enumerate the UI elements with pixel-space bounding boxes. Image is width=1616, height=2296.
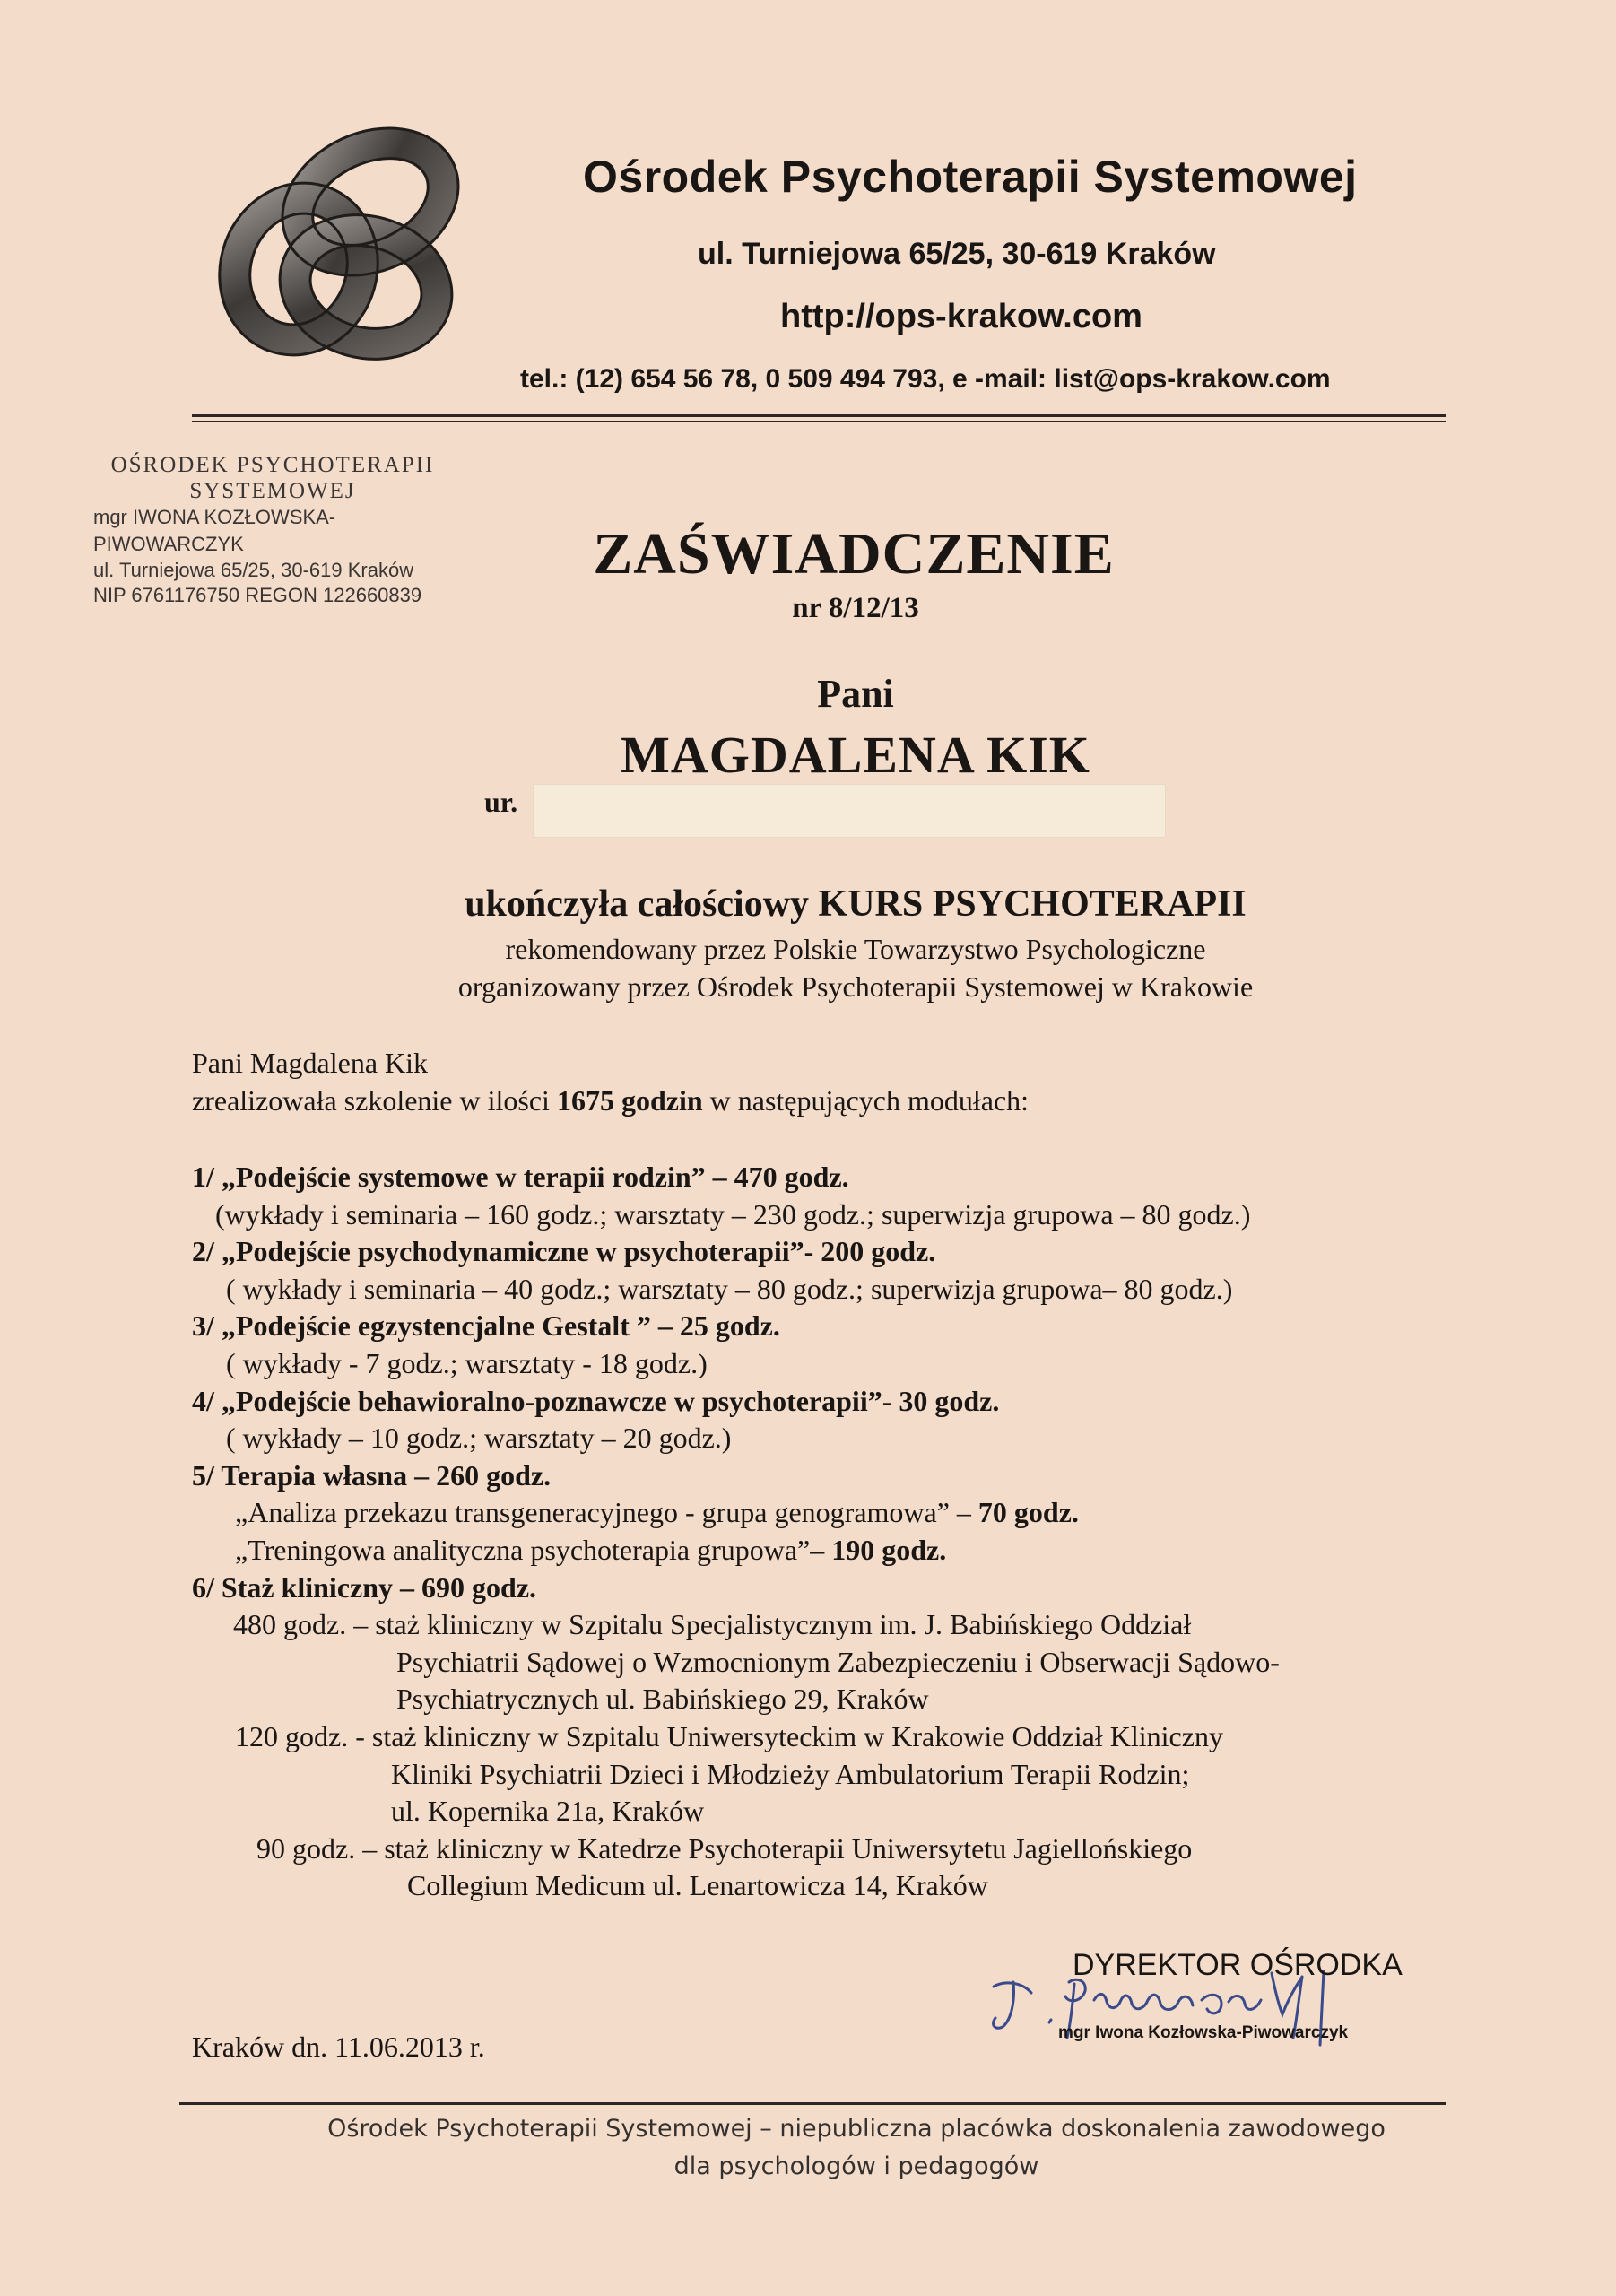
module-5-item-1: „Analiza przekazu transgeneracyjnego - grupa genogramowa” – 70 godz. [235,1496,1079,1529]
module-5-item-2: „Treningowa analityczna psychoterapia grupowa”– 190 godz. [235,1533,947,1566]
place-and-date: Kraków dn. 11.06.2013 r. [192,2031,485,2063]
placement-1-line-2: Psychiatrii Sądowej o Wzmocnionym Zabezpieczeniu i Obserwacji Sądowo- [396,1645,1280,1678]
module-2-title: 2/ „Podejście psychodynamiczne w psychoterapii”- 200 godz. [192,1235,936,1268]
signer-name: mgr Iwona Kozłowska-Piwowarczyk [1058,2023,1349,2042]
placement-1-line-3: Psychiatrycznych ul. Babińskiego 29, Kraków [396,1683,929,1716]
org-name: Ośrodek Psychoterapii Systemowej [583,152,1358,202]
placement-2-line-2: Kliniki Psychiatrii Dzieci i Młodzieży Ambulatorium Terapii Rodzin; [391,1757,1190,1790]
module-5-title: 5/ Terapia własna – 260 godz. [192,1458,552,1492]
organized-by: organizowany przez Ośrodek Psychoterapii Systemowej w Krakowie [457,970,1254,1003]
placement-3-line-2: Collegium Medicum ul. Lenartowicza 14, Kraków [407,1869,988,1902]
course-name: KURS PSYCHOTERAPII [818,883,1247,925]
footer-line-1: Ośrodek Psychoterapii Systemowej – niepubliczna placówka doskonalenia zawodowego [327,2115,1386,2143]
completion-statement [0,883,1616,926]
module-2-detail: ( wykłady i seminaria – 40 godz.; warsztaty – 80 godz.; superwizja grupowa– 80 godz.) [226,1272,1233,1305]
completion-prefix: ukończyła całościowy [465,883,819,925]
placement-2-line-3: ul. Kopernika 21a, Kraków [391,1795,705,1828]
stamp-line-4: ul. Turniejowa 65/25, 30-619 Kraków [93,559,414,581]
module-4-title: 4/ „Podejście behawioralno-poznawcze w psychoterapii”- 30 godz. [192,1384,1000,1417]
module-3-detail: ( wykłady - 7 godz.; warsztaty - 18 godz.) [226,1346,708,1379]
stamp-line-3: mgr IWONA KOZŁOWSKA-PIWOWARCZYK [93,506,336,555]
footer-line-2: dla psychologów i pedagogów [673,2152,1039,2180]
intro-name: Pani Magdalena Kik [192,1047,429,1079]
redacted-field [533,784,1166,838]
placement-2-line-1: 120 godz. - staż kliniczny w Szpitalu Uniwersyteckim w Krakowie Oddział Kliniczny [235,1719,1223,1752]
placement-1-line-1: 480 godz. – staż kliniczny w Szpitalu Specjalistycznym im. J. Babińskiego Oddział [233,1608,1192,1641]
intro-line: zrealizowała szkolenie w ilości 1675 godzin w następujących modułach: [192,1084,1030,1117]
placement-3-line-1: 90 godz. – staż kliniczny w Katedrze Psychoterapii Uniwersytetu Jagiellońskiego [256,1831,1193,1865]
intro-text [192,1044,1465,1119]
recipient-name: MAGDALENA KIK [621,726,1090,784]
module-1-detail: (wykłady i seminaria – 160 godz.; warsztaty – 230 godz.; superwizja grupowa – 80 godz.) [215,1197,1251,1231]
recommended-by: rekomendowany przez Polskie Towarzystwo Psychologiczne [505,933,1206,965]
org-address: ul. Turniejowa 65/25, 30-619 Kraków [698,237,1216,271]
header-rule [192,414,1446,417]
module-4-detail: ( wykłady – 10 godz.; warsztaty – 20 godz.) [226,1422,732,1455]
org-website: http://ops-krakow.com [780,298,1142,335]
born-label: ur. [484,786,518,818]
module-6-title: 6/ Staż kliniczny – 690 godz. [192,1570,537,1604]
org-contact: tel.: (12) 654 56 78, 0 509 494 793, e -mail: list@ops-krakow.com [520,364,1331,394]
salutation: Pani [817,672,894,716]
knot-logo [213,126,474,368]
stamp-line-1: OŚRODEK PSYCHOTERAPII [110,453,435,477]
director-title: DYREKTOR OŚRODKA [1073,1948,1403,1982]
module-3-title: 3/ „Podejście egzystencjalne Gestalt ” – 25 godz. [192,1309,780,1343]
stamp-line-2: SYSTEMOWEJ [189,479,356,503]
total-hours: 1675 godzin [556,1084,703,1117]
header-rule-thin [192,421,1446,422]
document-number: nr 8/12/13 [792,592,919,624]
module-list [192,1159,1501,1905]
module-1-title: 1/ „Podejście systemowe w terapii rodzin” – 470 godz. [192,1161,849,1193]
document-title: ZAŚWIADCZENIE [593,521,1115,587]
stamp-line-5: NIP 6761176750 REGON 122660839 [93,584,422,606]
footer-rule [179,2102,1446,2105]
